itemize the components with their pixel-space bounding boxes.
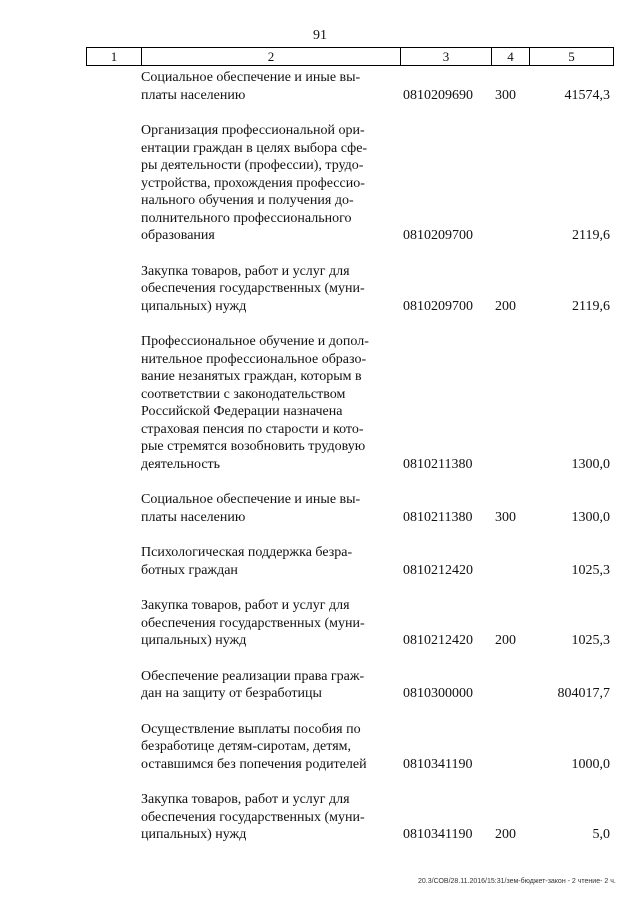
budget-table-body — [0, 64, 640, 844]
table-row — [0, 791, 640, 844]
table-row — [0, 122, 640, 245]
header-col-2: 2 — [142, 48, 401, 65]
table-row — [0, 491, 640, 526]
table-row — [0, 69, 640, 104]
row-code: 0810209700 — [403, 228, 473, 243]
row-amount: 5,0 — [592, 827, 610, 842]
row-description: Организация профессиональной ори- ентации граждан в целях выбора сфе- ры деятельности (профессии), трудо- устройства, прохождения профессио- нального обучения и получения до- полнительного профессионального образования — [141, 123, 368, 243]
row-amount: 41574,3 — [564, 87, 610, 103]
row-amount: 2119,6 — [572, 298, 610, 314]
row-amount: 1025,3 — [571, 633, 610, 648]
footer-note: 20.3/СОВ/28.11.2016/15:31/зем-бюджет-закон - 2 чтение- 2 ч. — [418, 878, 616, 885]
row-amount: 1000,0 — [571, 756, 610, 772]
row-expense-type: 300 — [495, 87, 516, 103]
header-col-3: 3 — [401, 48, 492, 65]
row-description: Социальное обеспечение и иные вы- платы населению — [141, 492, 361, 525]
row-description: Психологическая поддержка безра- ботных граждан — [141, 545, 353, 578]
row-description: Социальное обеспечение и иные вы- платы населению — [141, 70, 361, 103]
row-description: Профессиональное обучение и допол- нительное профессиональное образо- вание незанятых граждан, которым в соответствии с законодательством Российской Федерации назначена страховая пенсия по старости и кото- рые стремятся возобновить трудовую деятельность — [141, 334, 369, 472]
table-row — [0, 597, 640, 650]
row-amount: 804017,7 — [557, 686, 610, 701]
row-description: Обеспечение реализации права граж- дан на защиту от безработицы — [141, 668, 365, 701]
row-description: Закупка товаров, работ и услуг для обеспечения государственных (муни- ципальных) нужд — [141, 263, 365, 314]
row-code: 0810209690 — [403, 87, 473, 103]
row-code: 0810341190 — [403, 827, 473, 842]
row-code: 0810300000 — [403, 686, 473, 701]
row-code: 0810212420 — [403, 562, 473, 578]
row-expense-type: 200 — [495, 633, 516, 648]
row-amount: 1300,0 — [571, 509, 610, 525]
table-row — [0, 333, 640, 473]
row-code: 0810341190 — [403, 756, 473, 772]
row-amount: 1025,3 — [571, 562, 610, 578]
row-description: Осуществление выплаты пособия по безработице детям-сиротам, детям, оставшимся без попечения родителей — [141, 721, 367, 772]
row-code: 0810209700 — [403, 298, 473, 314]
table-row — [0, 263, 640, 316]
header-col-1: 1 — [87, 48, 142, 65]
table-row — [0, 544, 640, 579]
table-row — [0, 721, 640, 774]
row-amount: 2119,6 — [572, 228, 610, 243]
row-code: 0810212420 — [403, 633, 473, 648]
row-code: 0810211380 — [403, 509, 473, 525]
row-description: Закупка товаров, работ и услуг для обеспечения государственных (муни- ципальных) нужд — [141, 598, 365, 648]
row-expense-type: 200 — [495, 298, 516, 314]
row-description: Закупка товаров, работ и услуг для обеспечения государственных (муни- ципальных) нужд — [141, 792, 365, 842]
table-row — [0, 668, 640, 703]
header-col-4: 4 — [492, 48, 530, 65]
row-code: 0810211380 — [403, 456, 473, 472]
row-amount: 1300,0 — [571, 456, 610, 472]
row-expense-type: 200 — [495, 827, 516, 842]
row-expense-type: 300 — [495, 509, 516, 525]
page-number: 91 — [313, 28, 327, 43]
header-col-5: 5 — [568, 49, 575, 64]
